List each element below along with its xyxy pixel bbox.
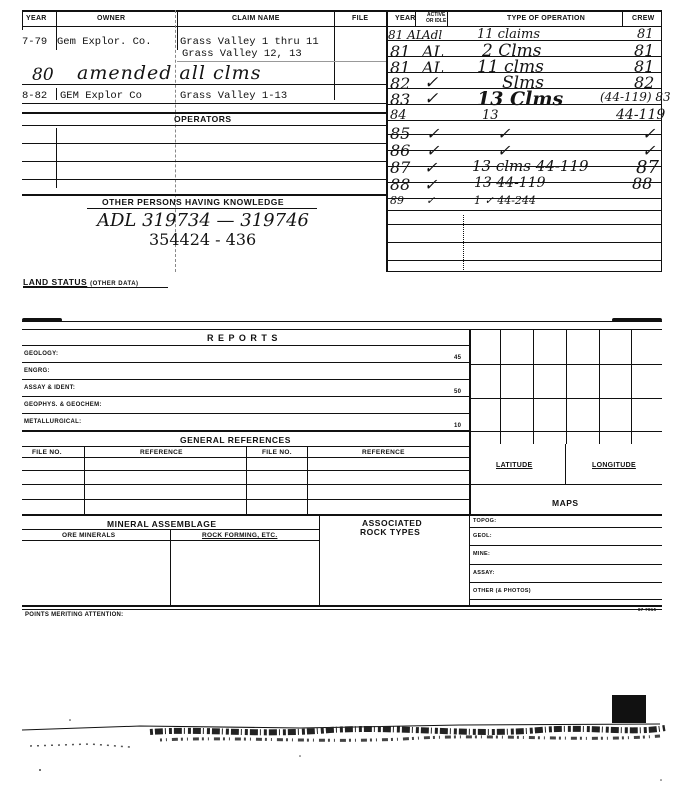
activity-year-4: 82 bbox=[390, 74, 411, 93]
activity-active-10: ✓ bbox=[424, 175, 438, 194]
activity-crew-5: (44-119) 83 bbox=[600, 90, 671, 104]
activity-year-1: 81 AL bbox=[388, 28, 424, 42]
amend-text: amended all clms bbox=[77, 62, 262, 84]
activity-year-11: 89 bbox=[390, 194, 404, 207]
ref-col-reference-2: REFERENCE bbox=[362, 449, 405, 456]
reports-title: R E P O R T S bbox=[207, 333, 279, 343]
activity-type-2: 2 Clms bbox=[482, 41, 542, 61]
activity-active-7: ✓ bbox=[426, 124, 440, 143]
activity-type-6: 13 bbox=[482, 108, 499, 123]
longitude-label: LONGITUDE bbox=[592, 462, 636, 469]
owner-row-3-owner: GEM Explor Co bbox=[60, 90, 142, 102]
activity-crew-8: ✓ bbox=[642, 141, 656, 160]
latitude-label: LATITUDE bbox=[496, 462, 533, 469]
ref-col-file-no-2: FILE NO. bbox=[262, 449, 292, 456]
other-persons-line-2: 354424 - 436 bbox=[149, 230, 257, 249]
activity-active-5: ✓ bbox=[424, 89, 439, 109]
maps-topog: TOPOG: bbox=[473, 518, 497, 524]
activity-type-7: ✓ bbox=[497, 124, 511, 143]
header-crew: CREW bbox=[632, 15, 655, 22]
activity-crew-6: 44-119 bbox=[616, 107, 666, 123]
activity-crew-9: 87 bbox=[636, 157, 659, 178]
activity-crew-1: 81 bbox=[637, 27, 654, 42]
activity-type-1: 11 claims bbox=[477, 27, 541, 42]
owner-row-3-year: 8-82 bbox=[22, 90, 48, 102]
other-persons-line-1: ADL 319734 — 319746 bbox=[97, 210, 309, 231]
maps-geol: GEOL: bbox=[473, 533, 492, 539]
maps-mine: MINE: bbox=[473, 551, 491, 557]
scan-noise-strip bbox=[0, 690, 678, 807]
activity-active-4: ✓ bbox=[424, 73, 439, 93]
owner-row-2-claim: Grass Valley 12, 13 bbox=[182, 48, 302, 60]
header-claim-name: CLAIM NAME bbox=[232, 15, 280, 22]
report-assay-num: 50 bbox=[454, 389, 462, 395]
activity-crew-2: 81 bbox=[634, 41, 655, 60]
activity-type-9: 13 clms 44-119 bbox=[472, 157, 589, 175]
activity-year-2: 81 bbox=[390, 42, 411, 61]
owner-row-1-owner: Gem Explor. Co. bbox=[57, 36, 152, 48]
points-meriting-attention: POINTS MERITING ATTENTION: bbox=[25, 612, 124, 618]
report-assay: ASSAY & IDENT: bbox=[24, 385, 76, 391]
header-active: ACTIVE bbox=[427, 12, 446, 18]
report-metallurgical: METALLURGICAL: bbox=[24, 419, 82, 425]
operators-label: OPERATORS bbox=[174, 114, 232, 124]
activity-crew-7: ✓ bbox=[642, 124, 656, 143]
activity-active-9: ✓ bbox=[424, 158, 438, 177]
activity-type-11: 1 ✓ 44-244 bbox=[474, 194, 536, 207]
activity-crew-3: 81 bbox=[634, 57, 655, 76]
activity-type-4: Slms bbox=[502, 73, 544, 93]
top-table bbox=[22, 10, 671, 272]
activity-year-6: 84 bbox=[390, 108, 407, 123]
report-geophys: GEOPHYS. & GEOCHEM: bbox=[24, 402, 102, 408]
header-year-2: YEAR bbox=[395, 15, 416, 22]
activity-active-3: AL bbox=[422, 58, 445, 77]
associated-label: ASSOCIATED bbox=[362, 518, 423, 528]
activity-active-8: ✓ bbox=[426, 141, 440, 160]
report-engrg: ENGRG: bbox=[24, 368, 50, 374]
rock-types-label: ROCK TYPES bbox=[360, 527, 421, 537]
activity-active-1: Adl bbox=[422, 28, 443, 42]
activity-year-5: 83 bbox=[390, 90, 411, 109]
ref-col-file-no-1: FILE NO. bbox=[32, 449, 62, 456]
owner-row-1-year: 7-79 bbox=[22, 36, 48, 48]
activity-active-11: ✓ bbox=[426, 194, 436, 207]
land-status-sub: (OTHER DATA) bbox=[90, 281, 139, 287]
maps-other: OTHER (& PHOTOS) bbox=[473, 588, 531, 594]
activity-active-2: AL bbox=[422, 42, 445, 61]
amend-year: 80 bbox=[32, 65, 54, 85]
report-geology: GEOLOGY: bbox=[24, 351, 59, 357]
land-status-label bbox=[23, 277, 139, 287]
maps-title: MAPS bbox=[552, 498, 579, 508]
activity-type-3: 11 clms bbox=[477, 57, 544, 77]
lower-section bbox=[22, 318, 662, 610]
ore-minerals-label: ORE MINERALS bbox=[62, 532, 116, 539]
owner-row-1-claim: Grass Valley 1 thru 11 bbox=[180, 36, 319, 48]
report-geology-num: 45 bbox=[454, 355, 462, 361]
ref-col-reference-1: REFERENCE bbox=[140, 449, 183, 456]
activity-year-9: 87 bbox=[390, 158, 411, 177]
activity-type-8: ✓ bbox=[497, 141, 511, 160]
header-or-idle: OR IDLE bbox=[426, 18, 447, 24]
activity-type-5: 13 Clms bbox=[477, 88, 564, 110]
mineral-assemblage-title: MINERAL ASSEMBLAGE bbox=[107, 519, 217, 529]
report-metallurgical-num: 10 bbox=[454, 423, 462, 429]
rock-forming-label: ROCK FORMING, ETC. bbox=[202, 532, 278, 539]
land-status-title: LAND STATUS bbox=[23, 277, 88, 287]
header-year: YEAR bbox=[26, 15, 47, 22]
activity-crew-4: 82 bbox=[634, 73, 655, 92]
activity-year-10: 88 bbox=[390, 175, 411, 194]
other-persons-label: OTHER PERSONS HAVING KNOWLEDGE bbox=[102, 197, 285, 207]
activity-crew-10: 88 bbox=[632, 174, 653, 193]
activity-year-3: 81 bbox=[390, 58, 411, 77]
activity-year-7: 85 bbox=[390, 124, 411, 143]
header-owner: OWNER bbox=[97, 15, 126, 22]
activity-type-10: 13 44-119 bbox=[474, 175, 546, 191]
header-file: FILE bbox=[352, 15, 369, 22]
general-references-title: GENERAL REFERENCES bbox=[180, 435, 291, 445]
header-type-of-operation: TYPE OF OPERATION bbox=[507, 15, 586, 22]
maps-assay: ASSAY: bbox=[473, 570, 495, 576]
form-number: 87 7815 bbox=[638, 607, 657, 612]
activity-year-8: 86 bbox=[390, 141, 411, 160]
owner-row-3-claim: Grass Valley 1-13 bbox=[180, 90, 288, 102]
